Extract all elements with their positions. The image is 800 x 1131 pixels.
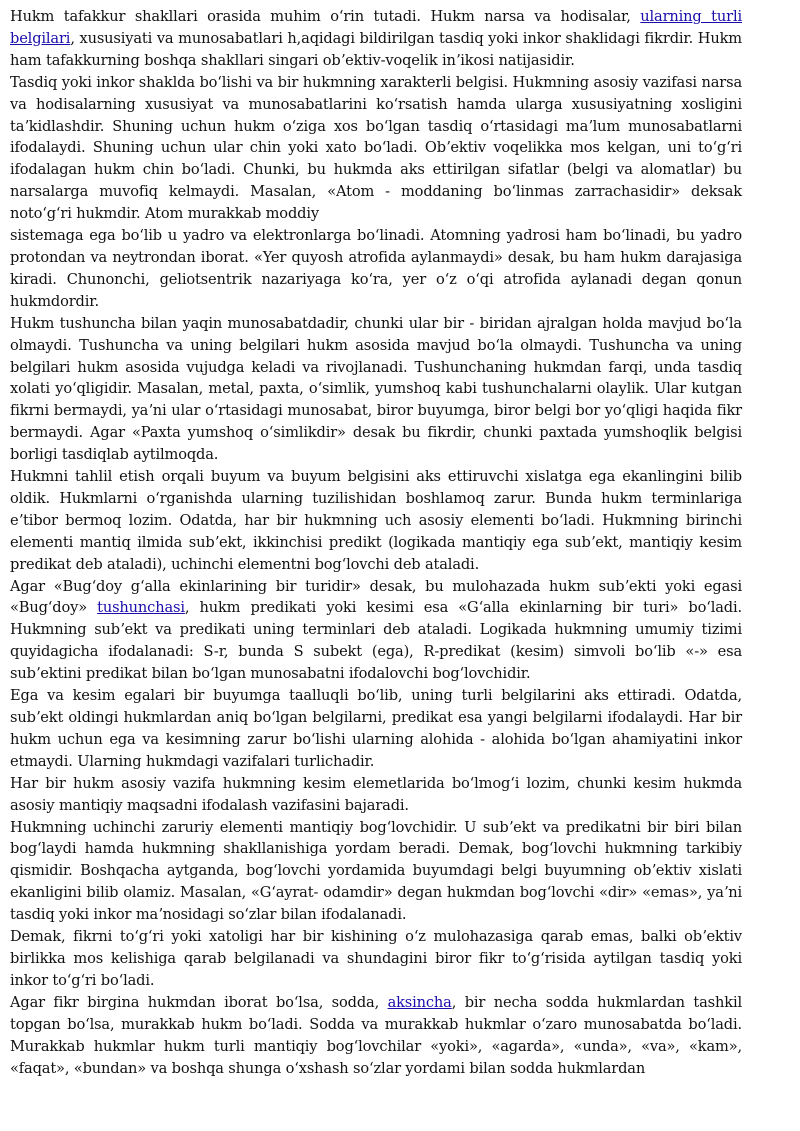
text-segment: , bir necha sodda hukmlardan tashkil topgan boʻlsa, murakkab hukm boʻladi. Sodda va murakkab hukmlar oʻzaro munosabatda boʻladi. Murakkab hukmlar hukm turli mantiqiy bogʻlovchilar «yoki», «agarda», «unda», «va», «kam», «faqat», «bundan» va boshqa shunga oʻxshash soʻzlar yordami bilan sodda hukmlardan: [10, 993, 742, 1077]
text-segment: Hukmning uchinchi zaruriy elementi mantiqiy bogʻlovchidir. U subʼekt va predikatni bir biri bilan bogʻlaydi hamda hukmning shakllanishiga yordam beradi. Demak, bogʻlovchi hukmning tarkibiy qismidir. Boshqacha aytganda, bogʻlovchi yordamida buyumdagi belgi buyumning obʼektiv xislati ekanligini bilib olamiz. Masalan, «Gʻayrat- odamdir» degan hukmdan bogʻlovchi «dir» «emas», yaʼni tasdiq yoki inkor maʼnosidagi soʻzlar bilan ifodalanadi.: [10, 818, 742, 924]
paragraph-10: [10, 926, 742, 992]
paragraph-9: [10, 817, 742, 927]
paragraph-3: [10, 225, 742, 313]
text-segment: Agar fikr birgina hukmdan iborat boʻlsa, sodda,: [10, 993, 388, 1011]
link-tushunchasi[interactable]: tushunchasi: [97, 599, 185, 617]
text-segment: Hukm tafakkur shakllari orasida muhim oʻrin tutadi. Hukm narsa va hodisalar,: [10, 8, 641, 25]
text-segment: Har bir hukm asosiy vazifa hukmning kesim elemetlarida boʻlmogʻi lozim, chunki kesim hukmda asosiy mantiqiy maqsadni ifodalash vazifasini bajaradi.: [10, 774, 742, 814]
text-segment: Hukm tushuncha bilan yaqin munosabatdadir, chunki ular bir - biridan ajralgan holda mavjud boʻla olmaydi. Tushuncha va uning belgilari hukm asosida mavjud boʻla olmaydi. Tushuncha va uning belgilari hukm asosida vujudga keladi va rivojlanadi. Tushunchaning hukmdan farqi, unda tasdiq xolati yoʻqligidir. Masalan, metal, paxta, oʻsimlik, yumshoq kabi tushunchalarni olaylik. Ular kutgan fikrni bermaydi, yaʼni ular oʻrtasidagi munosabat, biror buyumga, biror belgi bor yoʻqligi haqida fikr bermaydi. Agar «Paxta yumshoq oʻsimlikdir» desak bu fikrdir, chunki paxtada yumshoqlik belgisi borligi tasdiqlab aytilmoqda.: [10, 314, 742, 464]
text-segment: Ega va kesim egalari bir buyumga taalluqli boʻlib, uning turli belgilarini aks ettiradi. Odatda, subʼekt oldingi hukmlardan aniq boʻlgan belgilarni, predikat esa yangi belgilarni ifodalaydi. Har bir hukm uchun ega va kesimning zarur boʻlishi ularning alohida - alohida boʻlgan ahamiyatini inkor etmaydi. Ularning hukmdagi vazifalari turlichadir.: [10, 687, 742, 770]
link-aksincha[interactable]: aksincha: [387, 993, 452, 1011]
paragraph-1: [10, 6, 742, 72]
paragraph-4: [10, 313, 742, 466]
text-segment: Demak, fikrni toʻgʻri yoki xatoligi har bir kishining oʻz mulohazasiga qarab emas, balki obʼektiv birlikka mos kelishiga qarab belgilanadi va shundagini biror fikr toʻgʻrisida aytilgan tasdiq yoki inkor toʻgʻri boʻladi.: [10, 928, 742, 989]
text-segment: , hukm predikati yoki kesimi esa «Gʻalla ekinlarning bir turi» boʻladi. Hukmning subʼekt va predikati uning terminlari deb ataladi. Logikada hukmning umumiy tizimi quyidagicha ifodalanadi: S-r, bunda S subekt (ega), R-predikat (kesim) simvoli boʻlib «-» esa subʼektini predikat bilan boʻlgan munosabatni ifodalovchi bogʻlovchidir.: [10, 599, 742, 683]
text-segment: Hukmni tahlil etish orqali buyum va buyum belgisini aks ettiruvchi xislatga ega ekanlingini bilib oldik. Hukmlarni oʻrganishda ularning tuzilishidan boshlamoq zarur. Bunda hukm terminlariga eʼtibor bermoq lozim. Odatda, har bir hukmning uch asosiy elementi boʻladi. Hukmning birinchi elementi mantiq ilmida subʼekt, ikkinchisi predikt (logikada mantiqiy ega subʼekt, mantiqiy kesim predikat deb ataladi), uchinchi elementni bogʻlovchi deb ataladi.: [10, 468, 742, 573]
text-segment: Agar «Bugʻdoy gʻalla ekinlarining bir turidir» desak, bu mulohazada hukm subʼekti yoki egasi «Bugʻdoy»: [10, 577, 742, 617]
paragraph-11: [10, 992, 742, 1080]
paragraph-2: [10, 72, 742, 225]
paragraph-8: [10, 773, 742, 817]
paragraph-5: [10, 466, 742, 576]
link-ularning-turli-belgilari[interactable]: ularning turli belgilari: [10, 8, 742, 47]
text-segment: sistemaga ega boʻlib u yadro va elektronlarga boʻlinadi. Atomning yadrosi ham boʻlinadi, bu yadro protondan va neytrondan iborat. «Yer quyosh atrofida aylanmaydi» desak, bu ham hukm darajasiga kiradi. Chunonchi, geliotsentrik nazariyaga koʻra, yer oʻz oʻqi atrofida aylanadi degan qonun hukmdordir.: [10, 227, 742, 310]
paragraph-6: [10, 576, 742, 686]
text-segment: Tasdiq yoki inkor shaklda boʻlishi va bir hukmning xarakterli belgisi. Hukmning asosiy vazifasi narsa va hodisalarning xususiyat va munosabatlarini koʻrsatish hamda ularga xususiyatning xosligini taʼkidlashdir. Shuning uchun hukm oʻziga xos boʻlgan tasdiq oʻrtasidagi maʼlum munosabatlarni ifodalaydi. Shuning uchun ular chin yoki xato boʻladi. Obʼektiv voqelikka mos kelgan, uni toʻgʻri ifodalagan hukm chin boʻladi. Chunki, bu hukmda aks ettirilgan sifatlar (belgi va alomatlar) bu narsalarga muvofiq kelmaydi. Masalan, «Atom - moddaning boʻlinmas zarrachasidir» deksak notoʻgʻri hukmdir. Atom murakkab moddiy: [10, 73, 742, 223]
text-segment: , xususiyati va munosabatlari h,aqidagi bildirilgan tasdiq yoki inkor shaklidagi fikrdir. Hukm ham tafakkurning boshqa shakllari singari obʼektiv-voqelik inʼikosi natijasidir.: [10, 29, 742, 69]
paragraph-7: [10, 685, 742, 773]
